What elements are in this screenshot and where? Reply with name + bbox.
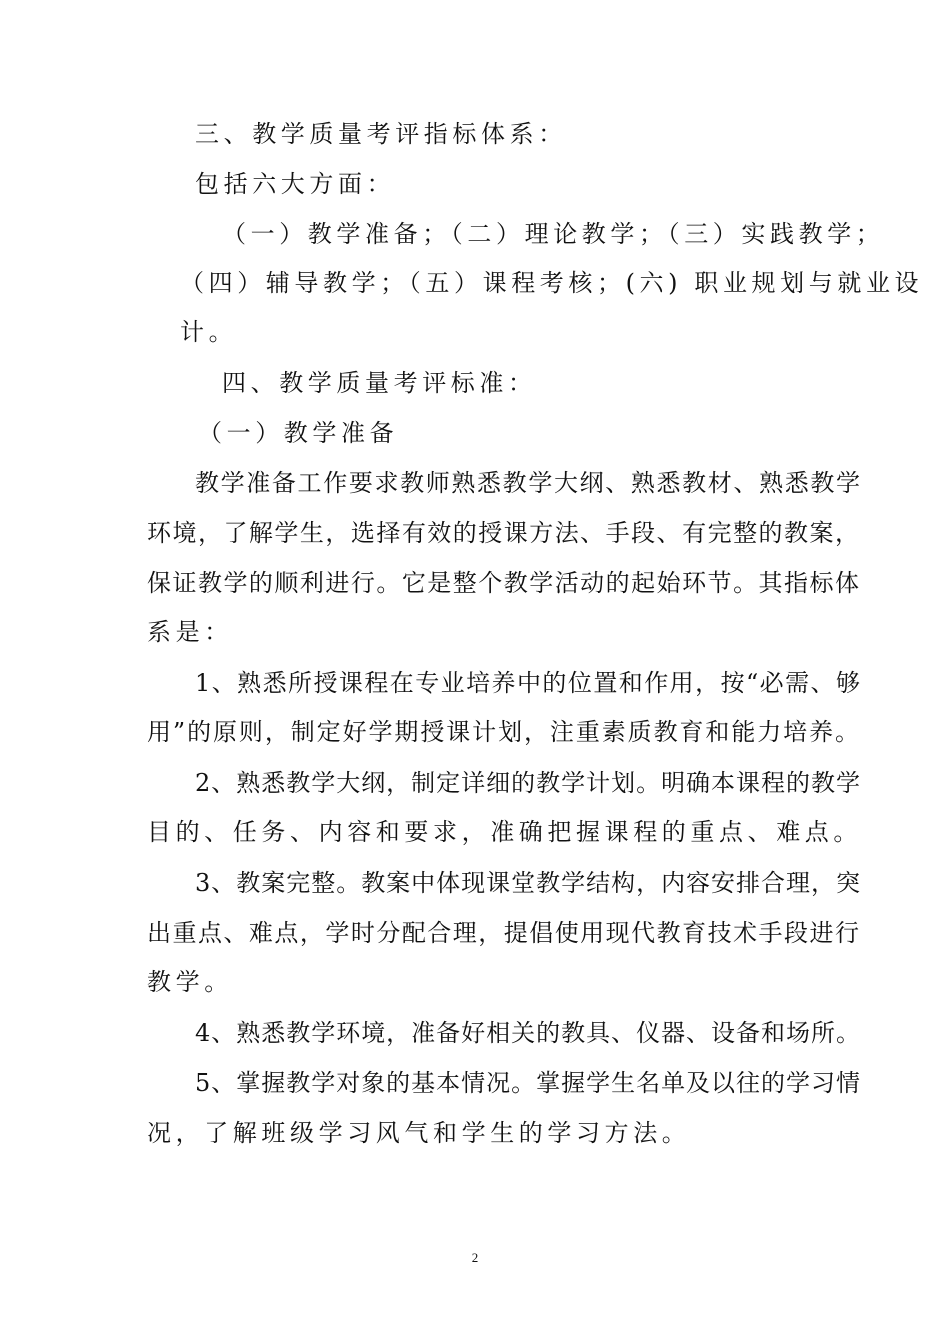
criteria-item-2-line: 目的、任务、内容和要求，准确把握课程的重点、难点。 (147, 818, 862, 846)
aspects-line-2: （四）辅导教学；（五）课程考核；(六) 职业规划与就业设 (180, 269, 924, 297)
criteria-item-1-line: 1、熟悉所授课程在专业培养中的位置和作用，按“必需、够 (195, 669, 860, 697)
intro-paragraph-line: 环境，了解学生，选择有效的授课方法、手段、有完整的教案， (147, 519, 859, 547)
page-number: 2 (471, 1250, 479, 1265)
subsection1-heading: （一）教学准备 (198, 419, 399, 447)
criteria-item-4-line: 4、熟悉教学环境，准备好相关的教具、仪器、设备和场所。 (195, 1019, 860, 1047)
intro-paragraph-line: 系是： (147, 618, 233, 646)
section3-heading: 三、教学质量考评指标体系： (195, 120, 567, 148)
criteria-item-3-line: 3、教案完整。教案中体现课堂教学结构，内容安排合理，突 (195, 869, 860, 897)
criteria-item-1-line: 用”的原则，制定好学期授课计划，注重素质教育和能力培养。 (147, 718, 859, 746)
aspects-line-3: 计。 (180, 318, 238, 346)
criteria-item-2-line: 2、熟悉教学大纲，制定详细的教学计划。明确本课程的教学 (195, 769, 860, 797)
criteria-item-3-line: 教学。 (147, 968, 233, 996)
section3-intro: 包括六大方面： (195, 170, 396, 198)
aspects-line-1: （一）教学准备；（二）理论教学；（三）实践教学； (222, 220, 885, 248)
criteria-item-3-line: 出重点、难点，学时分配合理，提倡使用现代教育技术手段进行 (147, 919, 859, 947)
criteria-item-5-line: 况，了解班级学习风气和学生的学习方法。 (147, 1119, 691, 1147)
intro-paragraph-line: 保证教学的顺利进行。它是整个教学活动的起始环节。其指标体 (147, 569, 859, 597)
intro-paragraph-line: 教学准备工作要求教师熟悉教学大纲、熟悉教材、熟悉教学 (195, 469, 860, 497)
section4-heading: 四、教学质量考评标准： (222, 369, 537, 397)
criteria-item-5-line: 5、掌握教学对象的基本情况。掌握学生名单及以往的学习情 (195, 1069, 860, 1097)
